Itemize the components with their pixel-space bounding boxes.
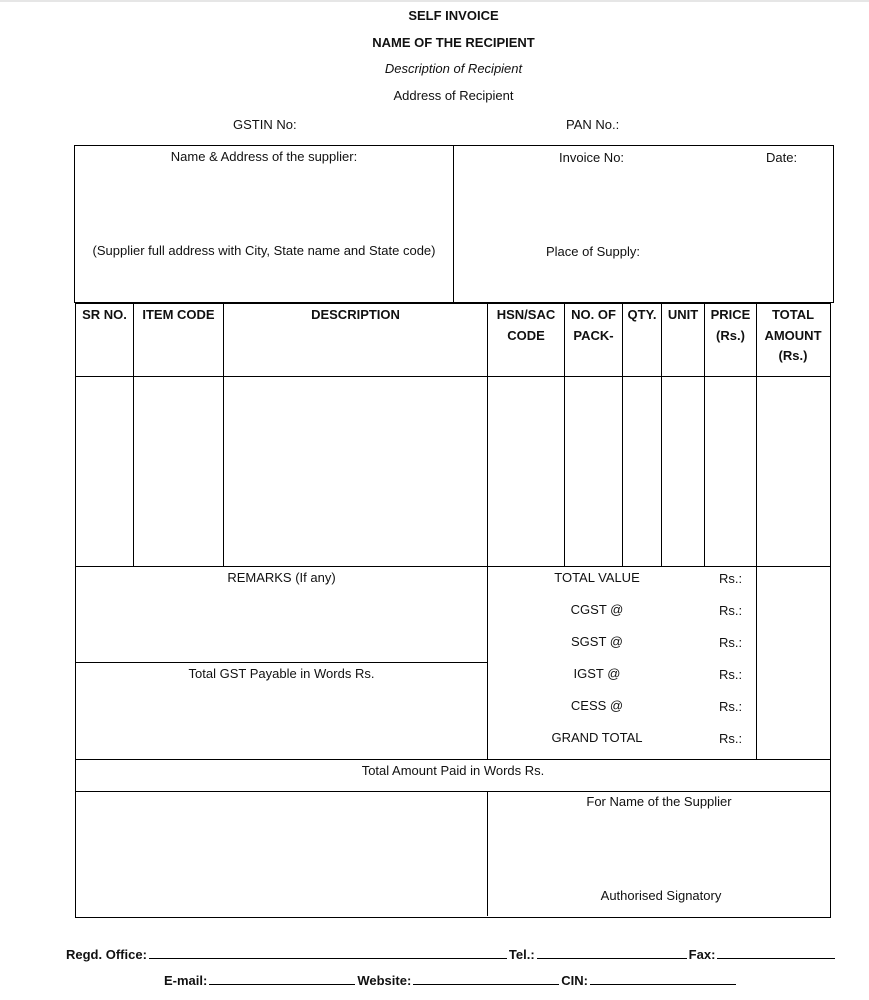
tel-label: Tel.: [508,947,535,962]
pan-label: PAN No.: [566,117,620,132]
invoice-title: SELF INVOICE [408,8,499,23]
invoice-no-label: Invoice No: [559,150,625,165]
header-hsn-sac: HSN/SAC CODE [496,307,556,343]
col-line-pack [622,303,623,566]
email-label: E-mail: [164,973,208,988]
gstin-label: GSTIN No: [233,117,297,132]
cess-currency: Rs.: [719,699,743,714]
authorised-signatory-label: Authorised Signatory [600,888,722,903]
totals-bottom [75,759,830,760]
header-sr-no: SR NO. [82,307,127,322]
items-body-bottom [75,566,830,567]
col-line-price [756,303,757,759]
fax-line [717,946,835,959]
header-qty: QTY. [627,307,657,322]
recipient-description: Description of Recipient [384,61,523,76]
remarks-divider [75,662,487,663]
header-row-bottom [75,376,830,377]
cgst-label: CGST @ [570,602,624,617]
cin-line [590,972,736,985]
supplier-invoice-divider [453,145,454,302]
place-of-supply-label: Place of Supply: [546,244,640,259]
regd-office-label: Regd. Office: [66,947,147,962]
regd-office-line [149,946,507,959]
cin-label: CIN: [561,973,588,988]
email-line [209,972,355,985]
grand-total-label: GRAND TOTAL [551,730,643,745]
amount-paid-words-label: Total Amount Paid in Words Rs. [361,763,545,778]
date-label: Date: [766,150,798,165]
total-value-currency: Rs.: [719,571,743,586]
grand-total-currency: Rs.: [719,731,743,746]
cess-label: CESS @ [570,698,624,713]
fax-label: Fax: [688,947,716,962]
header-item-code: ITEM CODE [142,307,215,322]
website-line [413,972,559,985]
header-no-of-pack: NO. OF PACK- [571,307,616,343]
supplier-title: Name & Address of the supplier: [170,149,358,164]
supplier-invoice-box [74,145,834,303]
col-line-sr [133,303,134,566]
sgst-label: SGST @ [571,634,623,649]
cgst-currency: Rs.: [719,603,743,618]
igst-currency: Rs.: [719,667,743,682]
igst-label: IGST @ [573,666,621,681]
items-table [75,303,831,918]
col-line-item [223,303,224,566]
recipient-name: NAME OF THE RECIPIENT [372,35,535,50]
header-total-amount: TOTAL AMOUNT (Rs.) [764,307,822,363]
sgst-currency: Rs.: [719,635,743,650]
header-description: DESCRIPTION [311,307,400,322]
total-value-label: TOTAL VALUE [554,570,640,585]
remarks-label: REMARKS (If any) [227,570,336,585]
top-edge [0,0,869,2]
for-supplier-label: For Name of the Supplier [586,794,732,809]
gst-words-label: Total GST Payable in Words Rs. [188,666,375,681]
header-price: PRICE (Rs.) [710,307,751,343]
header-unit: UNIT [667,307,699,322]
footer-row-2 [164,972,869,988]
footer-row-1 [66,946,869,962]
col-line-qty [661,303,662,566]
supplier-hint: (Supplier full address with City, State name and State code) [92,243,436,258]
website-label: Website: [357,973,412,988]
recipient-address: Address of Recipient [393,88,514,103]
tel-line [537,946,687,959]
col-line-desc [487,303,488,916]
